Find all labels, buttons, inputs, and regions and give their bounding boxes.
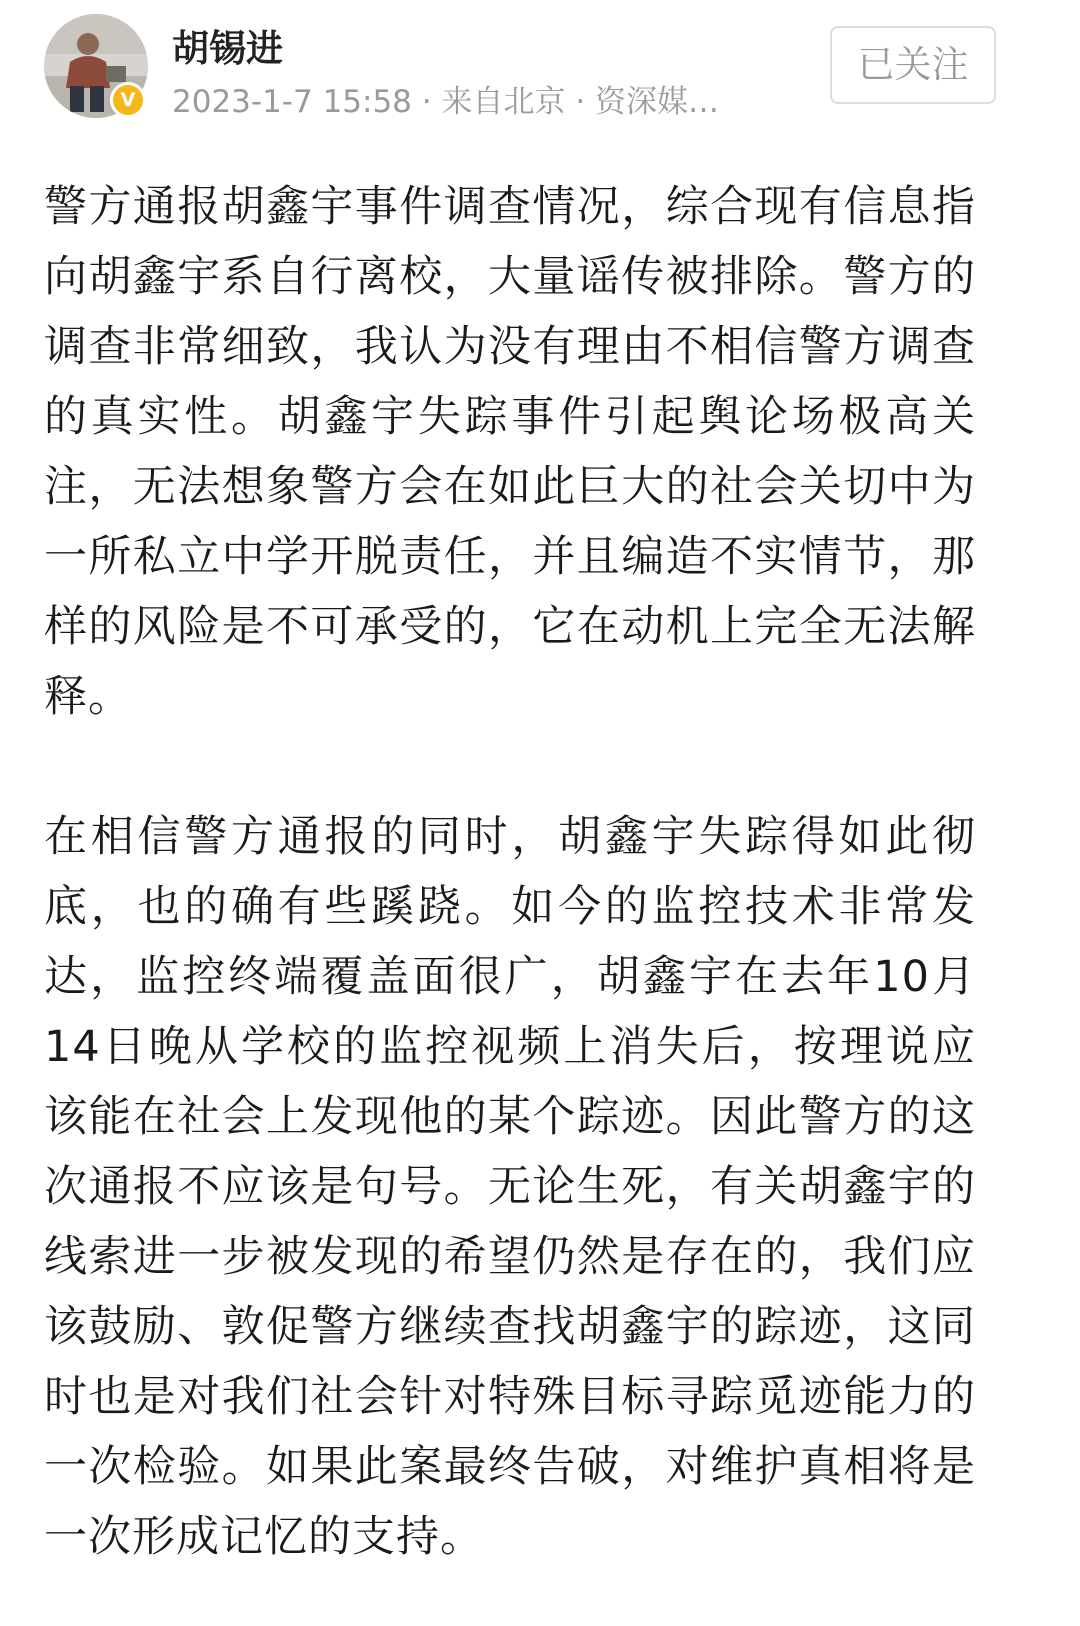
- post-content: [44, 172, 976, 1572]
- post-paragraph-1: 警方通报胡鑫宇事件调查情况，综合现有信息指向胡鑫宇系自行离校，大量谣传被排除。警方的调查非常细致，我认为没有理由不相信警方调查的真实性。胡鑫宇失踪事件引起舆论场极高关注，无法想象警方会在如此巨大的社会关切中为一所私立中学开脱责任，并且编造不实情节，那样的风险是不可承受的，它在动机上完全无法解释。: [44, 182, 976, 722]
- follow-button[interactable]: 已关注: [830, 26, 996, 104]
- post-paragraph-2: 在相信警方通报的同时，胡鑫宇失踪得如此彻底，也的确有些蹊跷。如今的监控技术非常发达，监控终端覆盖面很广，胡鑫宇在去年10月14日晚从学校的监控视频上消失后，按理说应该能在社会上发现他的某个踪迹。因此警方的这次通报不应该是句号。无论生死，有关胡鑫宇的线索进一步被发现的希望仍然是存在的，我们应该鼓励、敦促警方继续查找胡鑫宇的踪迹，这同时也是对我们社会针对特殊目标寻踪觅迹能力的一次检验。如果此案最终告破，对维护真相将是一次形成记忆的支持。: [44, 812, 976, 1562]
- post-meta: 2023-1-7 15:58 · 来自北京 · 资深媒…: [172, 84, 720, 120]
- author-name[interactable]: 胡锡进: [172, 27, 283, 70]
- post-header: [0, 0, 1080, 140]
- verified-badge-icon: V: [110, 82, 146, 118]
- paragraph-gap: [44, 732, 976, 802]
